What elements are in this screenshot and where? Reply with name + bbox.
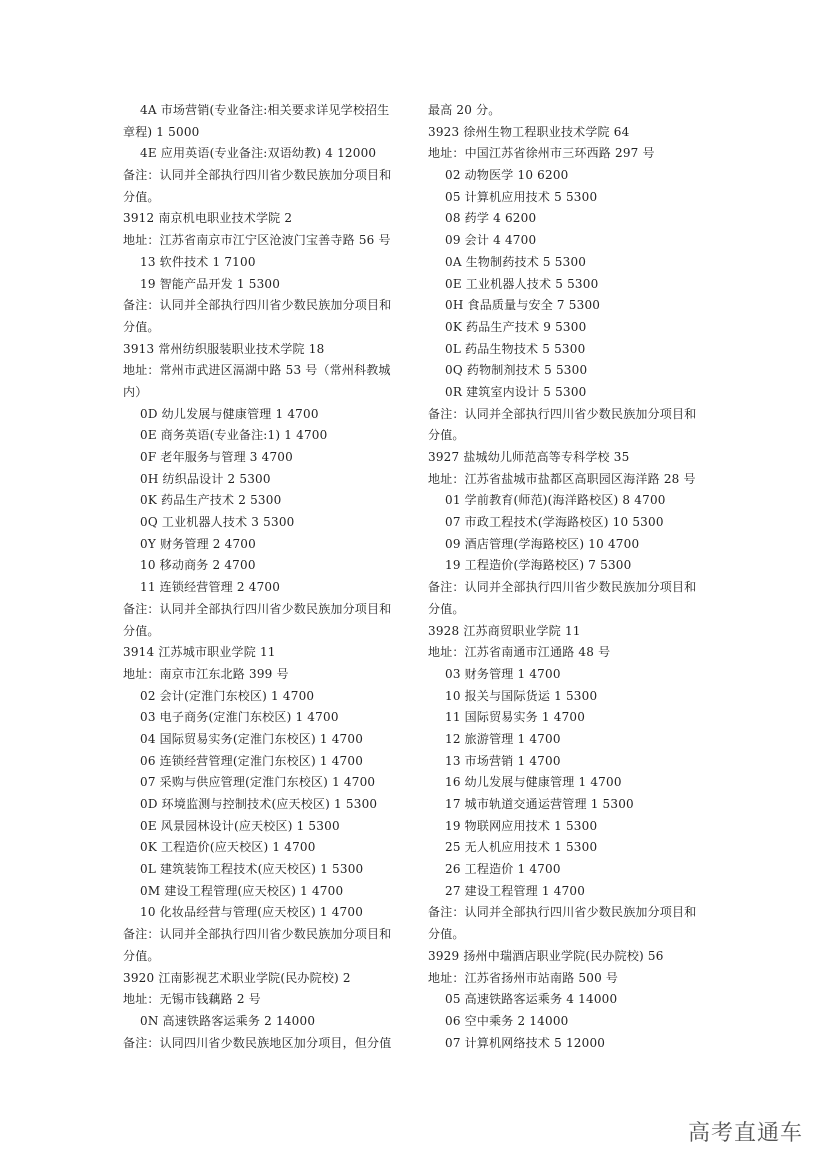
right-column: [428, 100, 718, 1054]
text-line: 内）: [123, 384, 148, 399]
text-line: 备注：认同并全部执行四川省少数民族加分项目和: [123, 168, 392, 183]
program-line: 0L 药品生物技术 5 5300: [445, 341, 586, 356]
text-line: 地址：江苏省盐城市盐都区高职园区海洋路 28 号: [428, 471, 696, 486]
program-line: 0Q 工业机器人技术 3 5300: [140, 515, 295, 530]
program-line: 03 财务管理 1 4700: [445, 666, 561, 681]
program-line: 0K 药品生产技术 9 5300: [445, 319, 587, 334]
text-line: 备注：认同并全部执行四川省少数民族加分项目和: [428, 406, 697, 421]
text-line: 分值。: [428, 927, 465, 942]
program-line: 05 计算机应用技术 5 5300: [445, 189, 598, 204]
program-line: 0K 工程造价(应天校区) 1 4700: [140, 840, 316, 855]
program-line: 12 旅游管理 1 4700: [445, 731, 561, 746]
program-line: 10 化妆品经营与管理(应天校区) 1 4700: [140, 905, 364, 920]
program-line: 08 药学 4 6200: [445, 211, 537, 226]
text-line: 3913 常州纺织服装职业技术学院 18: [123, 341, 325, 356]
program-line: 19 物联网应用技术 1 5300: [445, 818, 598, 833]
program-line: 13 市场营销 1 4700: [445, 753, 561, 768]
text-line: 3927 盐城幼儿师范高等专科学校 35: [428, 450, 630, 464]
text-line: 分值。: [123, 319, 160, 334]
program-line: 07 市政工程技术(学海路校区) 10 5300: [445, 515, 664, 530]
program-line: 25 无人机应用技术 1 5300: [445, 840, 598, 855]
program-line: 03 电子商务(定淮门东校区) 1 4700: [140, 710, 339, 725]
program-line: 17 城市轨道交通运营管理 1 5300: [445, 797, 634, 811]
text-line: 备注：认同并全部执行四川省少数民族加分项目和: [123, 298, 392, 313]
text-line: 3912 南京机电职业技术学院 2: [123, 211, 293, 226]
text-line: 分值。: [428, 428, 465, 443]
text-line: 地址：江苏省南京市江宁区沧波门宝善寺路 56 号: [123, 233, 391, 248]
text-line: 备注：认同四川省少数民族地区加分项目，但分值: [123, 1035, 392, 1050]
program-line: 19 智能产品开发 1 5300: [140, 276, 281, 291]
program-line: 0E 工业机器人技术 5 5300: [445, 276, 599, 291]
program-line: 0R 建筑室内设计 5 5300: [445, 384, 587, 399]
program-line: 0D 幼儿发展与健康管理 1 4700: [140, 406, 319, 421]
program-line: 09 酒店管理(学海路校区) 10 4700: [445, 536, 640, 551]
program-line: 4E 应用英语(专业备注:双语幼教) 4 12000: [140, 146, 377, 161]
program-line: 10 报关与国际货运 1 5300: [445, 688, 598, 703]
text-line: 地址：无锡市钱藕路 2 号: [123, 992, 261, 1007]
text-line: 3920 江南影视艺术职业学院(民办院校) 2: [123, 970, 351, 985]
program-line: 0N 高速铁路客运乘务 2 14000: [140, 1013, 316, 1028]
text-line: 分值。: [123, 189, 160, 204]
text-line: 地址：中国江苏省徐州市三环西路 297 号: [428, 146, 655, 161]
text-line: 备注：认同并全部执行四川省少数民族加分项目和: [123, 927, 392, 942]
program-line: 01 学前教育(师范)(海洋路校区) 8 4700: [445, 493, 666, 508]
program-line: 0D 环境监测与控制技术(应天校区) 1 5300: [140, 797, 378, 811]
text-line: 地址：常州市武进区滆湖中路 53 号（常州科教城: [123, 363, 391, 378]
program-line: 13 软件技术 1 7100: [140, 254, 256, 269]
program-line: 04 国际贸易实务(定淮门东校区) 1 4700: [140, 731, 364, 746]
text-line: 章程) 1 5000: [123, 124, 200, 139]
program-line: 0K 药品生产技术 2 5300: [140, 493, 282, 508]
text-line: 分值。: [428, 601, 465, 616]
program-line: 11 国际贸易实务 1 4700: [445, 710, 586, 725]
program-line: 0M 建设工程管理(应天校区) 1 4700: [140, 883, 344, 898]
program-line: 02 动物医学 10 6200: [445, 168, 569, 183]
program-line: 0A 生物制药技术 5 5300: [445, 254, 587, 269]
text-line: 3928 江苏商贸职业学院 11: [428, 623, 581, 638]
program-line: 19 工程造价(学海路校区) 7 5300: [445, 558, 632, 573]
text-line: 备注：认同并全部执行四川省少数民族加分项目和: [428, 905, 697, 920]
text-line: 地址：江苏省扬州市站南路 500 号: [428, 970, 619, 985]
program-line: 27 建设工程管理 1 4700: [445, 883, 586, 898]
watermark-logo: 高考直通车: [688, 1121, 804, 1146]
text-line: 分值。: [123, 623, 160, 638]
program-line: 0E 风景园林设计(应天校区) 1 5300: [140, 818, 340, 833]
program-line: 02 会计(定淮门东校区) 1 4700: [140, 688, 315, 703]
program-line: 0E 商务英语(专业备注:1) 1 4700: [140, 428, 328, 443]
text-line: 地址：江苏省南通市江通路 48 号: [428, 645, 611, 660]
text-line: 最高 20 分。: [428, 103, 501, 117]
program-line: 07 采购与供应管理(定淮门东校区) 1 4700: [140, 775, 376, 790]
program-line: 0F 老年服务与管理 3 4700: [140, 450, 293, 464]
program-line: 05 高速铁路客运乘务 4 14000: [445, 992, 618, 1007]
text-line: 备注：认同并全部执行四川省少数民族加分项目和: [428, 580, 697, 595]
text-line: 3923 徐州生物工程职业技术学院 64: [428, 124, 630, 139]
program-line: 07 计算机网络技术 5 12000: [445, 1035, 606, 1050]
program-line: 10 移动商务 2 4700: [140, 558, 256, 573]
program-line: 09 会计 4 4700: [445, 233, 537, 248]
left-column: [123, 100, 413, 1054]
program-line: 06 空中乘务 2 14000: [445, 1013, 569, 1028]
program-line: 0Q 药物制剂技术 5 5300: [445, 363, 588, 378]
text-line: 分值。: [123, 948, 160, 963]
program-line: 26 工程造价 1 4700: [445, 862, 561, 877]
program-line: 4A 市场营销(专业备注:相关要求详见学校招生: [140, 103, 390, 117]
program-line: 0L 建筑装饰工程技术(应天校区) 1 5300: [140, 862, 364, 877]
program-line: 06 连锁经营管理(定淮门东校区) 1 4700: [140, 753, 364, 768]
text-line: 3929 扬州中瑞酒店职业学院(民办院校) 56: [428, 948, 664, 963]
text-line: 地址：南京市江东北路 399 号: [123, 666, 289, 681]
text-line: 3914 江苏城市职业学院 11: [123, 645, 276, 660]
program-line: 0Y 财务管理 2 4700: [140, 536, 256, 551]
program-line: 0H 纺织品设计 2 5300: [140, 471, 271, 486]
text-line: 备注：认同并全部执行四川省少数民族加分项目和: [123, 601, 392, 616]
program-line: 16 幼儿发展与健康管理 1 4700: [445, 775, 622, 790]
program-line: 0H 食品质量与安全 7 5300: [445, 298, 601, 313]
program-line: 11 连锁经营管理 2 4700: [140, 580, 281, 595]
